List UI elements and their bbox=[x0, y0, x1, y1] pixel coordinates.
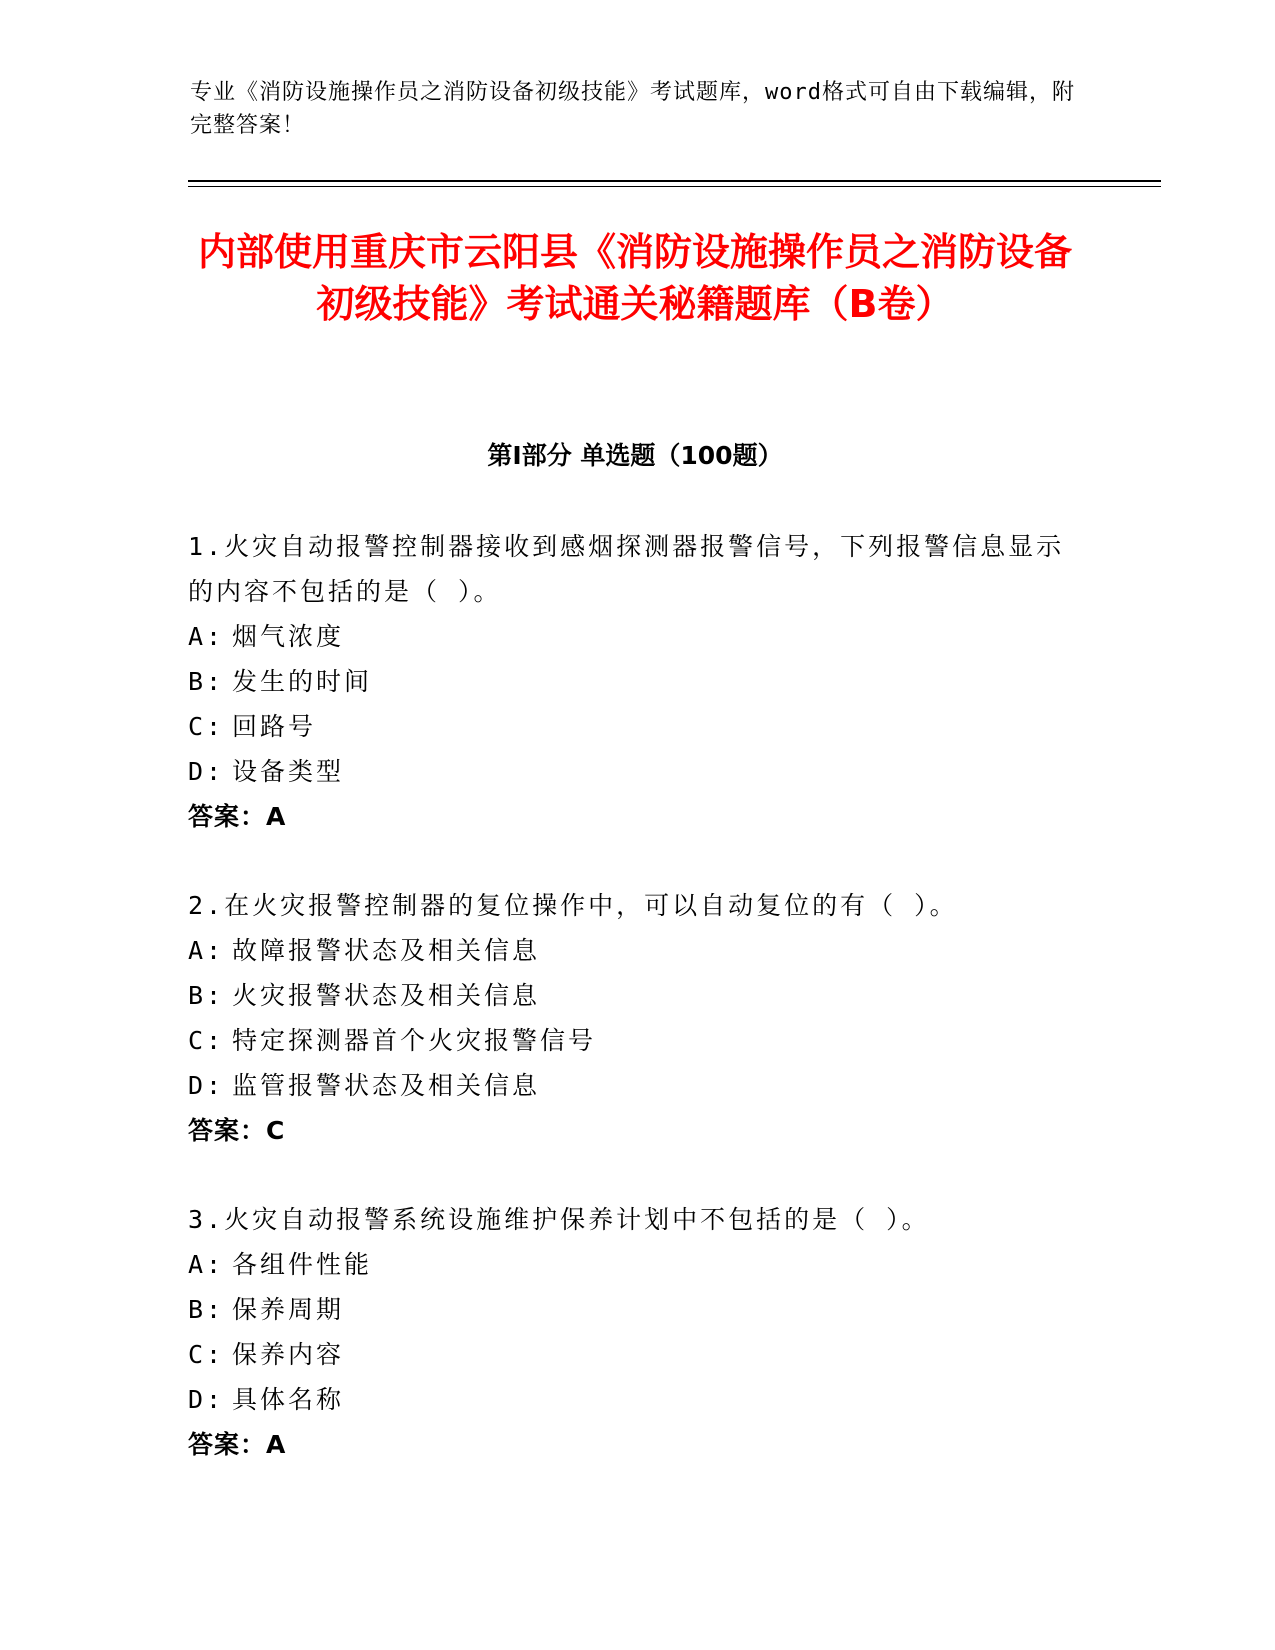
option-key: B: bbox=[188, 667, 225, 696]
question-item bbox=[188, 524, 1088, 839]
option-key: A: bbox=[188, 622, 225, 651]
option-d bbox=[188, 1377, 1088, 1422]
option-text: 发生的时间 bbox=[232, 667, 373, 696]
option-key: D: bbox=[188, 1071, 225, 1100]
option-b bbox=[188, 1287, 1088, 1332]
option-a bbox=[188, 928, 1088, 973]
answer-label: 答案：A bbox=[188, 802, 287, 831]
option-key: C: bbox=[188, 1026, 225, 1055]
option-text: 设备类型 bbox=[232, 757, 345, 786]
option-key: B: bbox=[188, 1295, 225, 1324]
question-stem: 3.火灾自动报警系统设施维护保养计划中不包括的是（ ）。 bbox=[188, 1205, 930, 1234]
option-b bbox=[188, 973, 1088, 1018]
option-a bbox=[188, 1242, 1088, 1287]
option-text: 回路号 bbox=[232, 712, 317, 741]
option-c bbox=[188, 704, 1088, 749]
option-c bbox=[188, 1018, 1088, 1063]
option-text: 烟气浓度 bbox=[232, 622, 345, 651]
option-a bbox=[188, 614, 1088, 659]
question-item bbox=[188, 1197, 1088, 1467]
header-note: 专业《消防设施操作员之消防设备初级技能》考试题库，word格式可自由下载编辑，附完整答案！ bbox=[190, 80, 1075, 138]
option-key: A: bbox=[188, 936, 225, 965]
option-d bbox=[188, 749, 1088, 794]
option-d bbox=[188, 1063, 1088, 1108]
option-text: 各组件性能 bbox=[232, 1250, 373, 1279]
document-title: 内部使用重庆市云阳县《消防设施操作员之消防设备初级技能》考试通关秘籍题库（B卷） bbox=[197, 230, 1072, 326]
option-b bbox=[188, 659, 1088, 704]
option-text: 火灾报警状态及相关信息 bbox=[232, 981, 541, 1010]
question-list bbox=[188, 524, 1088, 1511]
option-c bbox=[188, 1332, 1088, 1377]
option-text: 具体名称 bbox=[232, 1385, 345, 1414]
question-item bbox=[188, 883, 1088, 1153]
option-key: C: bbox=[188, 1340, 225, 1369]
question-stem: 1.火灾自动报警控制器接收到感烟探测器报警信号，下列报警信息显示的内容不包括的是（ ）。 bbox=[188, 532, 1065, 606]
option-text: 保养内容 bbox=[232, 1340, 345, 1369]
header-divider-thick bbox=[188, 180, 1161, 182]
option-key: D: bbox=[188, 757, 225, 786]
option-text: 保养周期 bbox=[232, 1295, 345, 1324]
option-text: 监管报警状态及相关信息 bbox=[232, 1071, 541, 1100]
header-divider-thin bbox=[188, 186, 1161, 187]
option-key: A: bbox=[188, 1250, 225, 1279]
section-title: 第Ⅰ部分 单选题（100题） bbox=[487, 441, 783, 470]
option-text: 特定探测器首个火灾报警信号 bbox=[232, 1026, 597, 1055]
question-stem: 2.在火灾报警控制器的复位操作中，可以自动复位的有（ ）。 bbox=[188, 891, 958, 920]
option-key: B: bbox=[188, 981, 225, 1010]
option-text: 故障报警状态及相关信息 bbox=[232, 936, 541, 965]
answer-label: 答案：C bbox=[188, 1116, 286, 1145]
answer-label: 答案：A bbox=[188, 1430, 287, 1459]
option-key: C: bbox=[188, 712, 225, 741]
option-key: D: bbox=[188, 1385, 225, 1414]
